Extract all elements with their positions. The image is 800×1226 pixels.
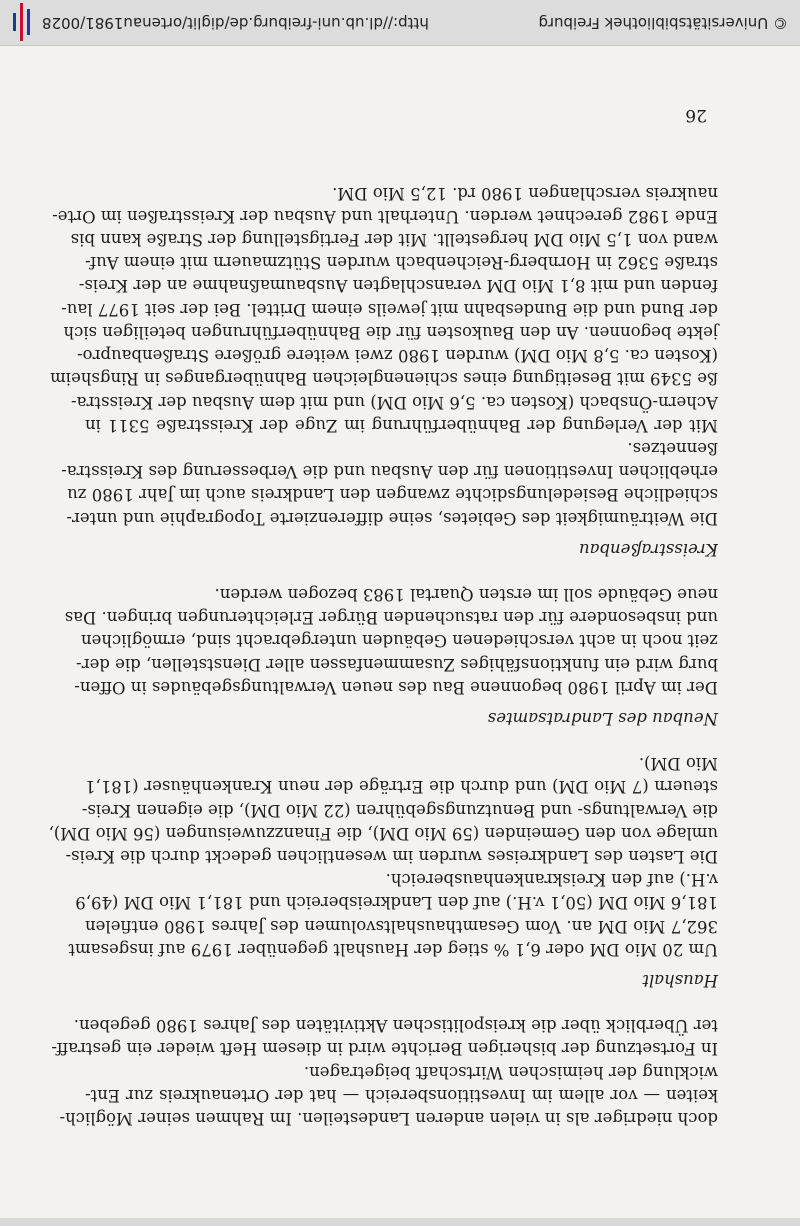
text-line: Die Weiträumigkeit des Gebietes, seine differenzierte Topographie und unter-	[66, 508, 718, 528]
text-line: straße 5362 in Hornberg-Reichenbach wurden Stützmauern mit einem Auf-	[85, 253, 718, 273]
text-line: und insbesondere für den ratsuchenden Bürger Erleichterungen bringen. Das	[64, 608, 718, 628]
heading-haushalt: Haushalt	[642, 970, 718, 990]
text-line: ßennetzes.	[627, 438, 718, 458]
text-line: Um 20 Mio DM oder 6,1 % stieg der Haushalt gegenüber 1979 auf insgesamt	[68, 939, 718, 959]
text-line: doch niedriger als in vielen anderen Landesteilen. Im Rahmen seiner Möglich-	[59, 1109, 718, 1128]
logo-bar	[27, 9, 30, 35]
paragraph-continuation	[51, 1014, 718, 1060]
text-line: neue Gebäude soll im ersten Quartal 1983 bezogen werden.	[214, 584, 718, 604]
text-line: Achern-Önsbach (Kosten ca. 5,6 Mio DM) und mit dem Ausbau der Kreisstra-	[71, 392, 718, 412]
heading-neubau: Neubau des Landratsamtes	[487, 708, 718, 728]
text-line: erheblichen Investitionen für den Ausbau und die Verbesserung des Kreisstra-	[61, 462, 718, 482]
logo-bar	[20, 3, 23, 41]
copyright-notice: © Universitätsbibliothek Freiburg	[538, 14, 788, 32]
text-line: die Verwaltungs- und Benutzungsgebühren (22 Mio DM), die eigenen Kreis-	[81, 800, 718, 820]
text-line: fenden und mit 8,1 Mio DM veranschlagten Ausbaumaßnahme an der Kreis-	[78, 276, 718, 296]
text-line: burg wird ein funktionsfähiges Zusammenfassen aller Dienststellen, die der-	[76, 654, 718, 674]
text-line: Ende 1982 gerechnet werden. Unterhalt und Ausbau der Kreisstraßen im Orte-	[52, 206, 718, 226]
text-line: der Bund und die Bundesbahn mit jeweils einem Drittel. Bei der seit 1977 lau-	[61, 299, 718, 319]
text-line: Mit der Verlegung der Bahnüberführung im Zuge der Kreisstraße 5311 in	[85, 415, 718, 435]
page-number: 26	[685, 105, 707, 125]
text-line: In Fortsetzung der bisherigen Berichte wird in diesem Heft wieder ein gestraff-	[51, 1039, 718, 1059]
permalink-url[interactable]: http://dl.ub.uni-freiburg.de/diglit/ortenau1981/0028	[42, 14, 429, 32]
text-line: ße 5349 mit Beseitigung eines schienengleichen Bahnüberganges in Ringsheim	[50, 369, 718, 389]
scan-edge	[0, 1218, 800, 1226]
text-line: zeit noch in acht verschiedenen Gebäuden untergebracht sind, ermöglichen	[80, 631, 718, 651]
paragraph-haushalt-2	[48, 752, 718, 868]
text-line: wand von 1,5 Mio DM hergestellt. Mit der Fertigstellung der Straße kann bis	[70, 230, 718, 250]
text-line: jekte begonnen. An den Baukosten für die Bahnüberführungen beteiligen sich	[63, 322, 718, 342]
text-line: steuern (7 Mio DM) und durch die Erträge der neun Krankenhäuser (181,1	[85, 777, 718, 797]
text-line: ter Überblick über die kreispolitischen Aktivitäten des Jahres 1980 gegeben.	[73, 1016, 718, 1036]
ub-freiburg-logo-icon	[8, 3, 34, 41]
logo-bar	[13, 13, 16, 31]
text-line: keiten — vor allem im Investitionsbereich — hat der Ortenaukreis zur Ent-	[85, 1085, 718, 1105]
viewer-footer	[0, 0, 800, 46]
page-body	[48, 181, 718, 1130]
text-line: v.H.) auf den Kreiskrankenhausbereich.	[385, 870, 718, 890]
text-line: umlage von den Gemeinden (59 Mio DM), die Finanzzuweisungen (56 Mio DM),	[48, 823, 718, 843]
text-line: Die Lasten des Landkreises wurden im wesentlichen gedeckt durch die Kreis-	[65, 846, 718, 866]
text-line: (Kosten ca. 5,8 Mio DM) wurden 1980 zwei weitere größere Straßenbaupro-	[77, 346, 718, 366]
text-line: naukreis verschlangen 1980 rd. 12,5 Mio DM.	[332, 183, 718, 203]
text-line: schiedliche Besiedelungsdichte zwangen den Landkreis auch im Jahr 1980 zu	[67, 485, 718, 505]
paragraph-neubau	[64, 583, 718, 699]
text-line: 362,7 Mio DM an. Vom Gesamthaushaltsvolumen des Jahres 1980 entfielen	[85, 916, 718, 936]
text-line: Mio DM).	[638, 754, 718, 774]
heading-kreisstrassenbau: Kreisstraßenbau	[579, 539, 718, 559]
paragraph-haushalt-1	[68, 868, 718, 961]
paragraph-intro	[59, 1060, 718, 1130]
paragraph-kreisstrassenbau-2	[50, 181, 718, 436]
text-line: Der im April 1980 begonnene Bau des neuen Verwaltungsgebäudes in Offen-	[74, 677, 718, 697]
text-line: 181,6 Mio DM (50,1 v.H.) auf den Landkreisbereich und 181,1 Mio DM (49,9	[75, 893, 718, 913]
text-line: wicklung der heimischen Wirtschaft beigetragen.	[303, 1062, 718, 1082]
paragraph-kreisstrassenbau-1	[61, 437, 718, 530]
